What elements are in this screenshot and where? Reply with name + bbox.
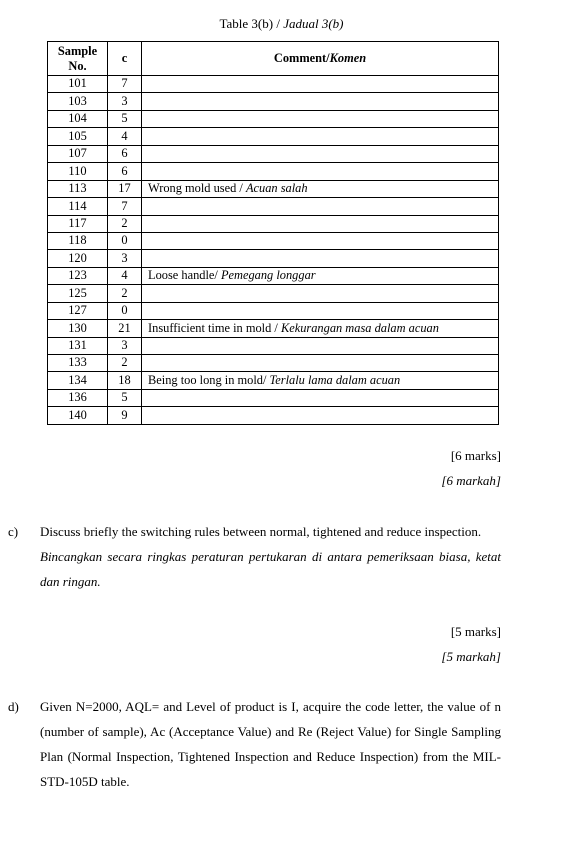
header-comment-en: Comment/ [273,51,330,65]
c-value-cell: 4 [108,128,142,145]
table-row [48,337,499,354]
sample-no-cell: 120 [48,250,108,267]
table-row [48,232,499,249]
comment-cell [142,355,499,372]
c-value-cell: 2 [108,285,142,302]
sample-no-cell: 118 [48,232,108,249]
c-value-cell: 0 [108,302,142,319]
question-d-text [40,694,501,794]
question-c-text [40,519,501,594]
table-row [48,163,499,180]
sample-no-cell: 133 [48,355,108,372]
sample-no-cell: 127 [48,302,108,319]
defects-table [47,41,499,425]
question-c-label: c) [8,524,19,539]
table-row [48,215,499,232]
table-row [48,355,499,372]
comment-malay: Pemegang longgar [220,268,316,283]
comment-cell [142,389,499,406]
sample-no-cell: 134 [48,372,108,389]
sample-no-cell: 103 [48,93,108,110]
comment-cell [142,250,499,267]
sample-no-cell: 104 [48,110,108,127]
sample-no-cell: 117 [48,215,108,232]
table-body [48,76,499,425]
c-value-cell: 3 [108,337,142,354]
comment-cell [142,320,499,337]
c-value-cell: 18 [108,372,142,389]
comment-cell [142,180,499,197]
c-value-cell: 6 [108,163,142,180]
comment-malay: Acuan salah [245,181,308,196]
table-row [48,76,499,93]
comment-english: Insufficient time in mold / [148,320,281,335]
header-c: c [108,42,142,76]
c-value-cell: 5 [108,110,142,127]
table-header-row [48,42,499,76]
table-row [48,180,499,197]
table-row [48,110,499,127]
c-value-cell: 3 [108,93,142,110]
comment-cell [142,372,499,389]
table-row [48,285,499,302]
question-c-english: Discuss briefly the switching rules between normal, tightened and reduce inspection. [40,524,482,539]
comment-cell [142,198,499,215]
sample-no-cell: 140 [48,407,108,424]
table-row [48,320,499,337]
sample-no-cell: 110 [48,163,108,180]
c-value-cell: 6 [108,145,142,162]
header-sample-no: Sample No. [48,42,108,76]
comment-malay: Kekurangan masa dalam acuan [280,320,439,335]
c-value-cell: 17 [108,180,142,197]
c-value-cell: 4 [108,267,142,284]
comment-cell [142,302,499,319]
question-c-malay: Bincangkan secara ringkas peraturan pertukaran di antara pemeriksaan biasa, ketat dan ringan. [40,549,501,589]
table-row [48,389,499,406]
c-value-cell: 3 [108,250,142,267]
sample-no-cell: 114 [48,198,108,215]
table-caption [0,16,563,32]
table-row [48,145,499,162]
marks-6-my: [6 markah] [441,473,501,488]
c-value-cell: 5 [108,389,142,406]
sample-no-cell: 131 [48,337,108,354]
comment-cell [142,267,499,284]
comment-cell [142,163,499,180]
sample-no-cell: 123 [48,267,108,284]
table-row [48,128,499,145]
comment-cell [142,145,499,162]
marks-5-en: [5 marks] [450,624,501,639]
comment-english: Being too long in mold/ [148,372,270,387]
question-d-label: d) [8,699,19,714]
comment-cell [142,215,499,232]
table-row [48,198,499,215]
header-comment [142,42,499,76]
table-row [48,372,499,389]
table-row [48,267,499,284]
sample-no-cell: 130 [48,320,108,337]
question-d-english: Given N=2000, AQL= and Level of product is I, acquire the code letter, the value of n (number of sample), Ac (Acceptance Value) and Re (Reject Value) for Single Sampling Plan (Normal Inspection, Tightened Inspection and Reduce Inspection) from the MIL-STD-105D table. [40,699,501,789]
comment-cell [142,337,499,354]
comment-cell [142,128,499,145]
table-row [48,407,499,424]
comment-english: Loose handle/ [148,268,221,283]
comment-cell [142,232,499,249]
sample-no-cell: 107 [48,145,108,162]
caption-malay: Jadual 3(b) [283,16,344,31]
table-row [48,250,499,267]
c-value-cell: 0 [108,232,142,249]
c-value-cell: 7 [108,76,142,93]
c-value-cell: 21 [108,320,142,337]
table-row [48,302,499,319]
comment-cell [142,110,499,127]
marks-6-en: [6 marks] [450,448,501,463]
sample-no-cell: 136 [48,389,108,406]
comment-english: Wrong mold used / [148,181,246,196]
comment-malay: Terlalu lama dalam acuan [269,372,401,387]
sample-no-cell: 125 [48,285,108,302]
sample-no-cell: 105 [48,128,108,145]
c-value-cell: 2 [108,355,142,372]
comment-cell [142,93,499,110]
sample-no-cell: 101 [48,76,108,93]
caption-english: Table 3(b) / [219,16,284,31]
table-row [48,93,499,110]
comment-cell [142,76,499,93]
marks-5-my: [5 markah] [441,649,501,664]
comment-cell [142,285,499,302]
comment-cell [142,407,499,424]
sample-no-cell: 113 [48,180,108,197]
c-value-cell: 2 [108,215,142,232]
header-comment-my: Komen [329,51,367,65]
c-value-cell: 9 [108,407,142,424]
c-value-cell: 7 [108,198,142,215]
